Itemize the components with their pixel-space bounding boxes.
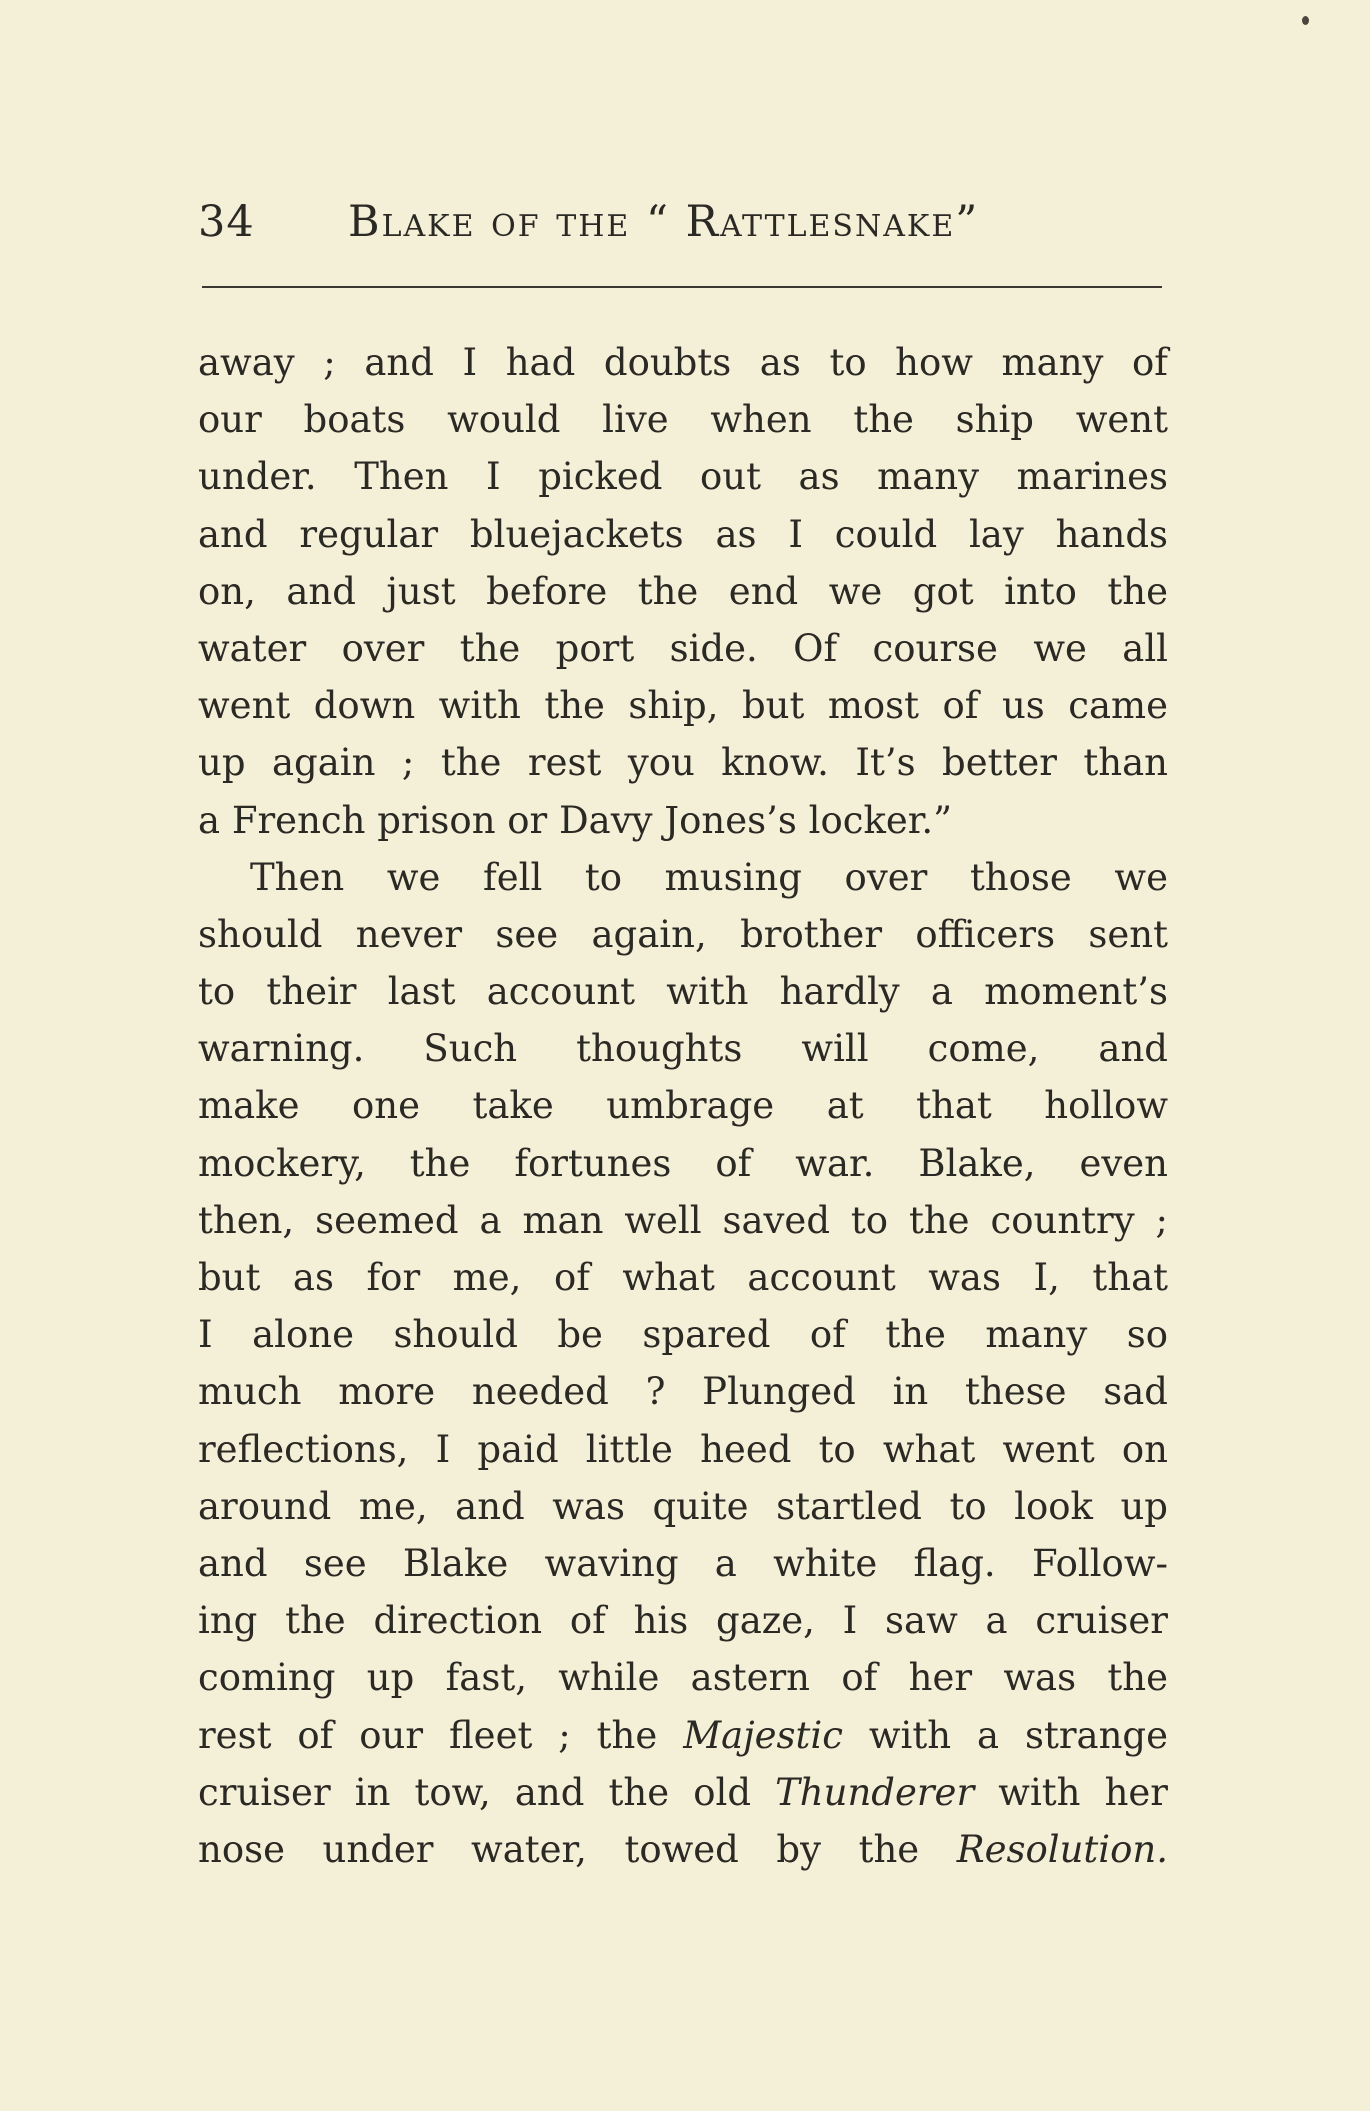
text-line: then, seemed a man well saved to the country ; [198,1198,1168,1242]
text-line: mockery, the fortunes of war. Blake, even [198,1141,1168,1185]
text-line [198,1707,1168,1764]
line-text-end: with her [974,1770,1168,1814]
text-line: water over the port side. Of course we all [198,626,1168,670]
text-line: warning. Such thoughts will come, and [198,1027,1168,1071]
text-line: should never see again, brother officers sent [198,912,1168,956]
text-line: ing the direction of his gaze, I saw a cruiser [198,1599,1168,1643]
text-line: around me, and was quite startled to look up [198,1484,1168,1528]
text-line: to their last account with hardly a moment’s [198,970,1168,1014]
text-line: and regular bluejackets as I could lay hands [198,512,1168,556]
body-text [198,334,1168,1878]
line-text-end: with a strange [842,1713,1169,1757]
text-line: make one take umbrage at that hollow [198,1084,1168,1128]
text-line: and see Blake waving a white flag. Follow- [198,1541,1168,1585]
text-line: reflections, I paid little heed to what went on [198,1427,1168,1471]
text-line [198,1764,1168,1821]
page-header [198,192,1168,252]
text-line: under. Then I picked out as many marines [198,455,1168,499]
text-line: a French prison or Davy Jones’s locker.” [198,798,953,842]
text-line: our boats would live when the ship went [198,398,1168,442]
page-number: 34 [198,197,255,247]
text-line [198,1821,1168,1878]
line-text-start: rest of our fleet ; the [198,1713,684,1757]
text-line: away ; and I had doubts as to how many of [198,341,1168,384]
text-line: but as for me, of what account was I, that [198,1256,1168,1299]
running-head: Blake of the “ Rattlesnake” [348,197,980,247]
text-line: Then we fell to musing over those we [250,855,1168,899]
text-line: much more needed ? Plunged in these sad [198,1370,1168,1414]
text-line: went down with the ship, but most of us came [198,684,1168,728]
header-rule [202,286,1162,288]
ship-name-resolution: Resolution. [956,1827,1168,1871]
scan-speck [1302,16,1309,25]
text-line: coming up fast, while astern of her was the [198,1656,1168,1700]
line-text-start: cruiser in tow, and the old [198,1770,776,1814]
ship-name-thunderer: Thunderer [775,1770,975,1814]
line-text-start: nose under water, towed by the [198,1827,957,1871]
text-line: up again ; the rest you know. It’s better than [198,741,1168,785]
text-line: on, and just before the end we got into the [198,569,1168,613]
text-line: I alone should be spared of the many so [198,1313,1168,1357]
ship-name-majestic: Majestic [683,1713,843,1757]
